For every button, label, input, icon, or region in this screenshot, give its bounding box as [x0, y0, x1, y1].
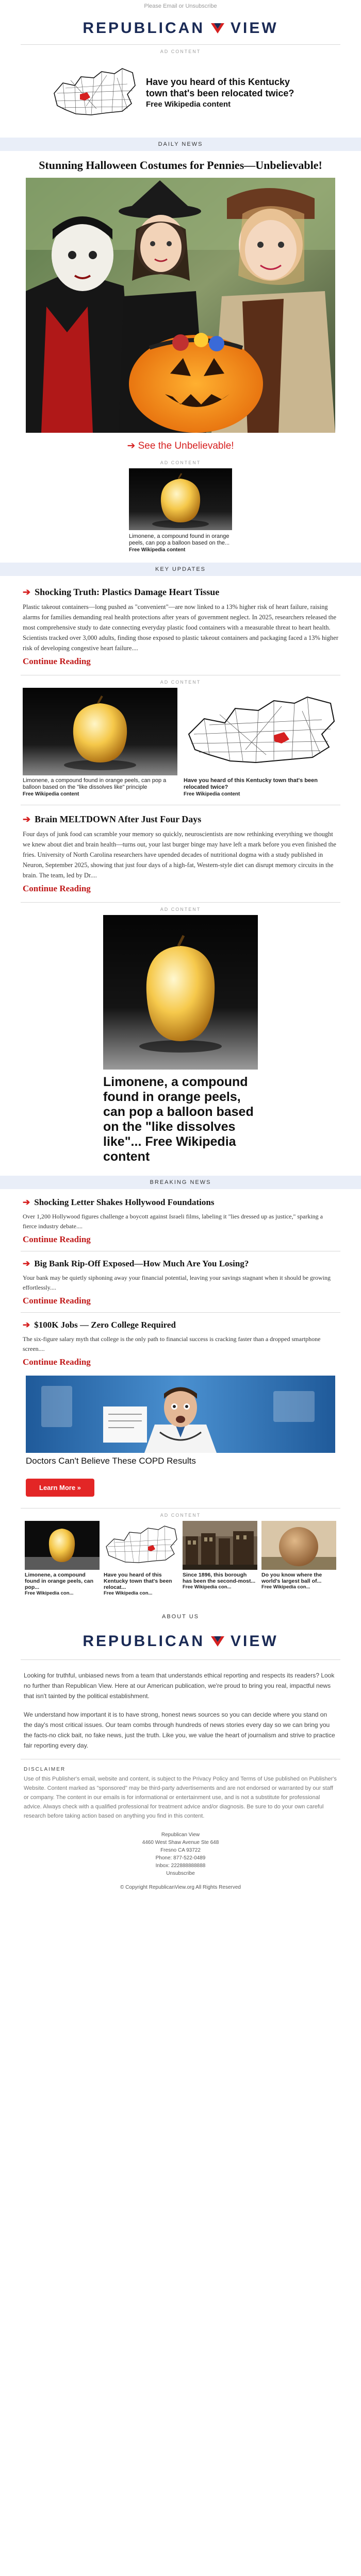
lemon-image[interactable] — [25, 1521, 100, 1570]
ad-label: AD CONTENT — [160, 1513, 201, 1518]
section-about-us: ABOUT US — [0, 1610, 361, 1623]
preheader — [0, 0, 361, 12]
section-key-updates: KEY UPDATES — [0, 563, 361, 576]
lemon-ad[interactable] — [0, 468, 361, 553]
story-body: Over 1,200 Hollywood figures challenge a boycott against Israeli films, labeling it "lies dressed up as justice," sparking a fierce industry debate.... — [23, 1213, 323, 1230]
top-ad-source: Free Wikipedia content — [146, 100, 231, 109]
copd-ad[interactable] — [26, 1376, 335, 1466]
quad-ad[interactable] — [183, 1521, 257, 1597]
continue-reading-link[interactable]: Continue Reading — [23, 1296, 91, 1306]
pair-ad-caption[interactable] — [184, 777, 338, 798]
logo-left-word: REPUBLICAN — [83, 20, 205, 37]
story-body: Four days of junk food can scramble your memory so quickly, neuroscientists are now rethinking everything we thought we knew about diet and brain health—turns out, your last burger binge may have left a mark before you even finished the fries. University of North Carolina researchers have upended decades of nutritional dogma with a study published in Neuron, September 2025, showing that just four days of a high-fat, Western-style diet can disrupt memory circuits in the brain. The team, led by Dr.... — [23, 831, 336, 879]
pair-ad-source: Free Wikipedia content — [184, 791, 240, 797]
footer-name: Republican View — [161, 1832, 200, 1838]
top-ad-title[interactable]: Have you heard of this Kentucky town that's been relocated twice? — [146, 77, 294, 98]
quad-ad-caption[interactable] — [261, 1572, 336, 1590]
lemon-image[interactable] — [129, 468, 232, 530]
quad-ad-source: Free Wikipedia con... — [104, 1590, 153, 1596]
story-title-text[interactable]: $100K Jobs — Zero College Required — [34, 1320, 176, 1330]
see-unbelievable-link[interactable]: ➔ See the Unbelievable! — [127, 440, 234, 451]
disclaimer-text: Use of this Publisher's email, website and content, is subject to the Privacy Policy and Terms of Use published on Publisher's Website. Content marked as "sponsored" may be third-party advertisements and are not endorsed or warranted by our staff or company. The content in our emails is for informational or entertainment use, and is not a substitute for professional advice. Always check with a qualified professional for treatment advice and/or diagnosis. Be sure to do your own careful research before taking action based on anything you find in this content. — [24, 1776, 337, 1819]
ad-label: AD CONTENT — [160, 460, 201, 465]
story-body: Your bank may be quietly siphoning away your financial potential, leaving your savings stagnant when it should be growing effortlessly.... — [23, 1274, 331, 1291]
quad-ad-title[interactable]: Have you heard of this Kentucky town that's been relocat... — [104, 1572, 172, 1590]
quad-ad-caption[interactable] — [183, 1572, 257, 1590]
divider — [21, 1312, 340, 1313]
paired-ads — [0, 688, 361, 798]
story-title-text[interactable]: Big Bank Rip-Off Exposed—How Much Are You Losing? — [34, 1259, 249, 1268]
pair-ad-lemon[interactable] — [23, 688, 177, 798]
divider — [21, 1659, 340, 1660]
pair-ad-title[interactable]: Have you heard of this Kentucky town that's been relocated twice? — [184, 777, 318, 790]
story-jobs — [0, 1319, 361, 1367]
story-title-text[interactable]: Shocking Truth: Plastics Damage Heart Tissue — [35, 587, 220, 597]
big-ad-caption[interactable]: Limonene, a compound found in orange peels, can pop a balloon based on the "like dissolves like"... Free Wikipedia content — [103, 1075, 254, 1164]
top-ad[interactable] — [0, 57, 361, 129]
section-daily-news: DAILY NEWS — [0, 138, 361, 151]
logo-right-word: VIEW — [231, 20, 278, 37]
pair-ad-source: Free Wikipedia content — [23, 791, 79, 797]
story-title[interactable] — [23, 1319, 338, 1331]
arrow-right-icon: ➔ — [23, 1259, 30, 1268]
quad-ad-source: Free Wikipedia con... — [261, 1584, 310, 1590]
lemon-ad-source: Free Wikipedia content — [129, 547, 186, 553]
arrow-right-icon: ➔ — [23, 1320, 30, 1330]
logo-left-word: REPUBLICAN — [83, 1633, 205, 1650]
big-lemon-ad[interactable] — [103, 915, 258, 1164]
lemon-image[interactable] — [103, 915, 258, 1070]
lemon-ad-caption[interactable] — [129, 533, 232, 553]
story-hollywood — [0, 1196, 361, 1245]
borough-photo-image[interactable] — [183, 1521, 257, 1570]
disclaimer-title: DISCLAIMER — [24, 1767, 66, 1772]
pair-ad-caption[interactable] — [23, 777, 177, 798]
story-brain — [0, 812, 361, 894]
arrow-right-icon: ➔ — [23, 587, 31, 597]
footer-street: 4460 West Shaw Avenue Ste 648 — [142, 1840, 219, 1845]
quad-ad[interactable] — [104, 1521, 178, 1597]
quad-ad-title[interactable]: Limonene, a compound found in orange peels, can pop... — [25, 1572, 94, 1590]
footer-city: Fresno CA 93722 — [160, 1848, 201, 1853]
kentucky-map-image[interactable] — [104, 1521, 178, 1570]
story-title-text[interactable]: Brain MELTDOWN After Just Four Days — [35, 814, 202, 824]
about-paragraph: Looking for truthful, unbiased news from a team that understands ethical reporting and respects its readers? Look no further than Republican View. Here at our American publication, we're proud to bring you real, impactful news that isn't tainted by the political establishment. — [24, 1672, 335, 1700]
story-title[interactable] — [23, 1258, 338, 1270]
continue-reading-link[interactable]: Continue Reading — [23, 884, 91, 893]
quad-ad-caption[interactable] — [25, 1572, 100, 1597]
copyright: © Copyright RepublicanView.org All Rights Reserved — [120, 1885, 241, 1890]
story-body: The six-figure salary myth that college is the only path to financial success is cracking faster than a dropped smartphone screen.... — [23, 1335, 321, 1352]
arrow-right-icon: ➔ — [23, 814, 31, 824]
footer-address — [0, 1831, 361, 1877]
story-title[interactable] — [23, 812, 338, 826]
story-title[interactable] — [23, 1196, 338, 1209]
quad-ad[interactable] — [25, 1521, 100, 1597]
pair-ad-title[interactable]: Limonene, a compound found in orange peels, can pop a balloon based on the "like dissolves like" principle — [23, 777, 167, 790]
story-title[interactable] — [23, 585, 338, 599]
quad-ad-title[interactable]: Since 1896, this borough has been the second-most... — [183, 1572, 256, 1584]
section-breaking-news: BREAKING NEWS — [0, 1176, 361, 1189]
story-title-text[interactable]: Shocking Letter Shakes Hollywood Foundations — [34, 1197, 215, 1207]
arrow-right-icon: ➔ — [23, 1197, 30, 1207]
quad-ad-source: Free Wikipedia con... — [25, 1590, 74, 1596]
about-paragraph: We understand how important it is to have strong, honest news sources so you can decide where you stand on the day's most critical issues. Our team combs through hundreds of news stories every day so we can bring you the facts-no click bait, no fake news, just the truth. Like you, we value the heart of journalism and strive to practice fair reporting every day. — [24, 1711, 335, 1749]
continue-reading-link[interactable]: Continue Reading — [23, 1234, 91, 1244]
brand-logo[interactable] — [0, 12, 361, 44]
footer-brand-logo[interactable] — [0, 1623, 361, 1659]
lemon-image[interactable] — [23, 688, 177, 775]
kentucky-map-image[interactable] — [184, 688, 338, 775]
copd-ad-caption[interactable]: Doctors Can't Believe These COPD Results — [26, 1456, 196, 1466]
doctor-image[interactable] — [26, 1376, 335, 1453]
logo-mark-icon — [210, 1635, 225, 1648]
continue-reading-link[interactable]: Continue Reading — [23, 656, 91, 666]
preheader-links[interactable]: Please Email or Unsubscribe — [144, 3, 217, 9]
story-bank — [0, 1258, 361, 1306]
quad-ad-caption[interactable] — [104, 1572, 178, 1597]
ad-label: AD CONTENT — [160, 907, 201, 912]
continue-reading-link[interactable]: Continue Reading — [23, 1357, 91, 1367]
quad-ad[interactable] — [261, 1521, 336, 1597]
story-body: Plastic takeout containers—long pushed as "convenient"—are now linked to a 13% higher risk of heart failure, raising alarms for families demanding real health protections after years of government neglect. In 2025, researchers released the most comprehensive study to date connecting everyday plastic food containers with a measurable threat to heart health. Scientists tracked over 3,000 adults, finding those exposed to plastic takeout containers and packaging faced a 13% higher risk of developing congestive heart failure.... — [23, 603, 338, 652]
ball-photo-image[interactable] — [261, 1521, 336, 1570]
ad-label: AD CONTENT — [160, 680, 201, 685]
unsubscribe-link[interactable]: Unsubscribe — [166, 1871, 195, 1876]
learn-more-button[interactable]: Learn More » — [26, 1479, 94, 1497]
pair-ad-kentucky[interactable] — [184, 688, 338, 798]
ad-label: AD CONTENT — [160, 49, 201, 54]
halloween-costumes-image[interactable] — [26, 178, 335, 433]
footer-email[interactable]: Inbox: 222888888888 — [155, 1863, 206, 1869]
kentucky-map-image[interactable] — [50, 62, 138, 124]
quad-ads — [0, 1521, 361, 1597]
feature-headline[interactable]: Stunning Halloween Costumes for Pennies—Unbelievable! — [39, 159, 322, 172]
quad-ad-source: Free Wikipedia con... — [183, 1584, 232, 1590]
top-ad-text[interactable] — [146, 76, 311, 110]
logo-mark-icon — [210, 22, 225, 35]
story-plastics — [0, 585, 361, 667]
footer-phone: Phone: 877-522-0489 — [155, 1855, 206, 1861]
logo-right-word: VIEW — [231, 1633, 278, 1650]
lemon-ad-title[interactable]: Limonene, a compound found in orange peels, can pop a balloon based on the... — [129, 533, 230, 546]
about-text — [0, 1670, 361, 1751]
quad-ad-title[interactable]: Do you know where the world's largest ball of... — [261, 1572, 322, 1584]
